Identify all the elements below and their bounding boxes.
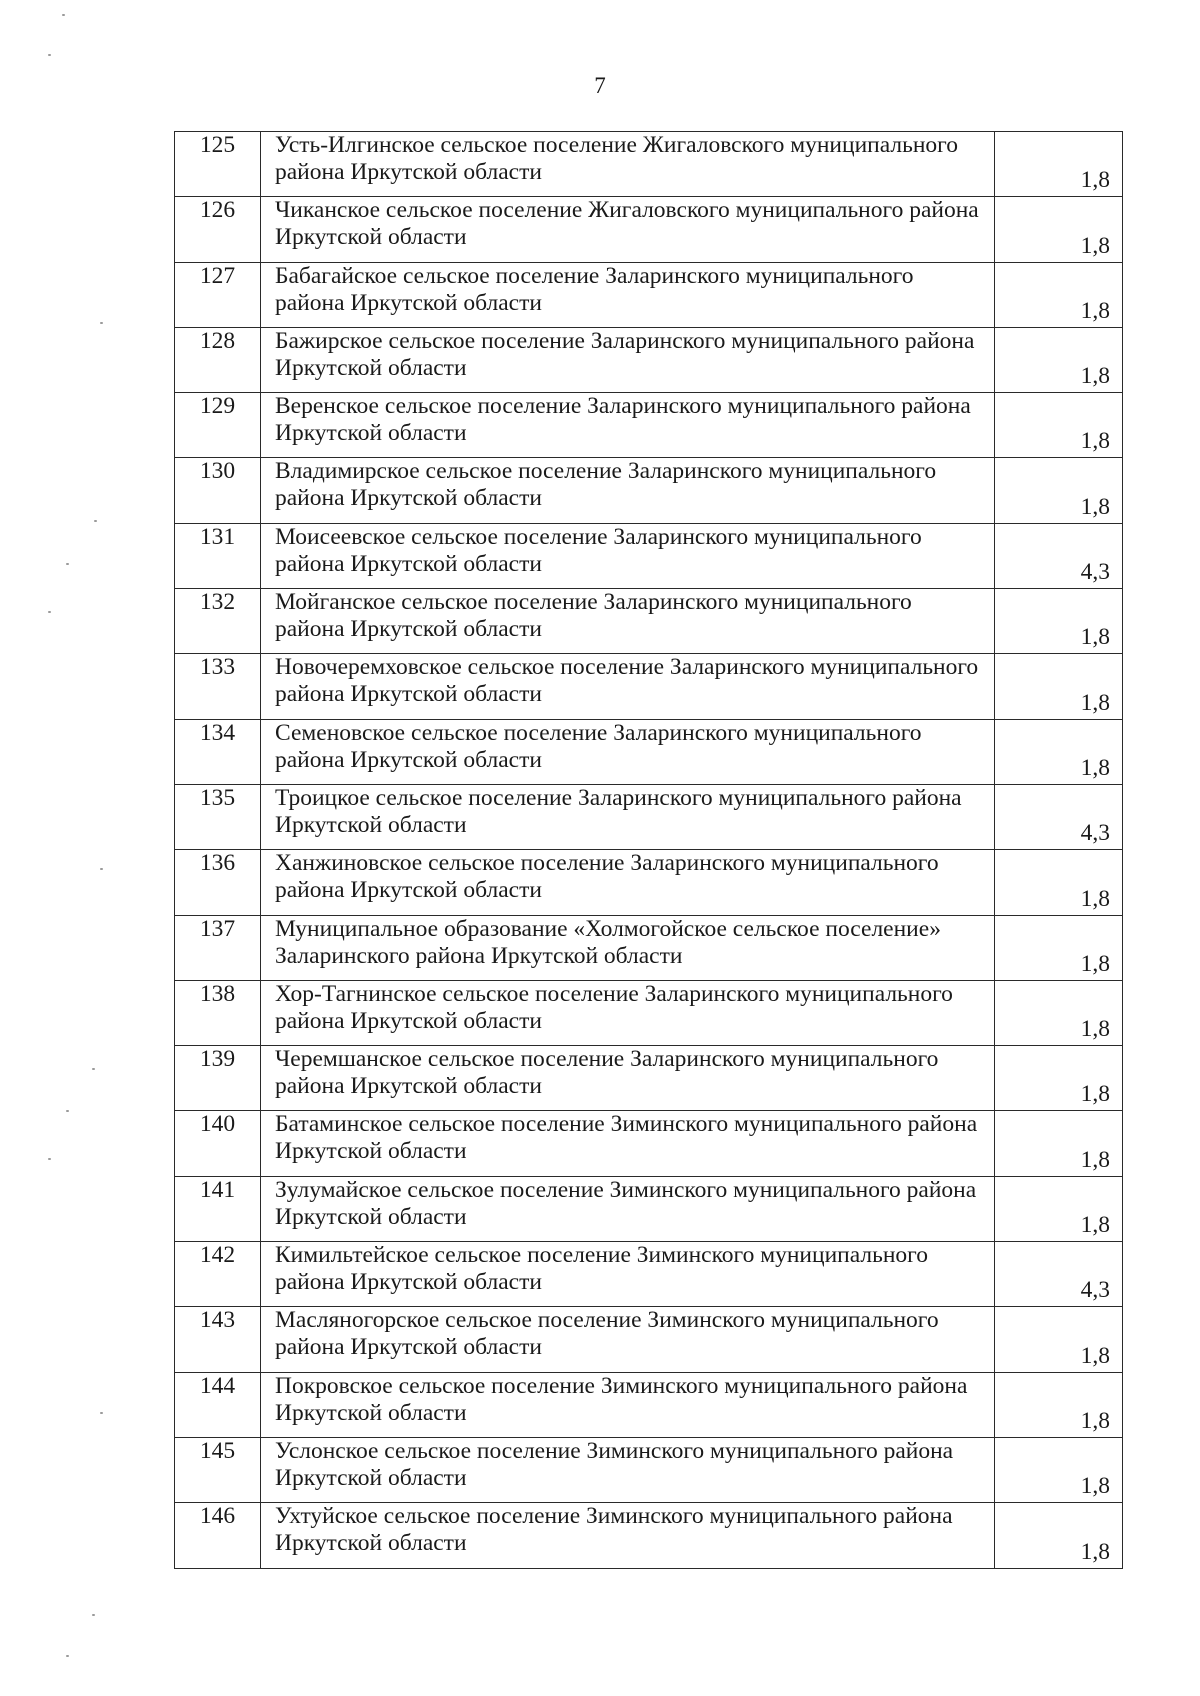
scan-speck	[48, 54, 51, 56]
settlement-name: Ханжиновское сельское поселение Заларинского муниципального района Иркутской области	[261, 850, 995, 915]
settlement-value: 1,8	[995, 1503, 1123, 1568]
settlement-value: 1,8	[995, 458, 1123, 523]
scan-speck	[66, 1110, 69, 1112]
scan-speck	[66, 563, 69, 565]
row-number: 144	[175, 1372, 261, 1437]
settlement-name: Услонское сельское поселение Зиминского муниципального района Иркутской области	[261, 1437, 995, 1502]
row-number: 125	[175, 132, 261, 197]
settlement-name: Зулумайское сельское поселение Зиминского муниципального района Иркутской области	[261, 1176, 995, 1241]
settlement-name: Новочеремховское сельское поселение Заларинского муниципального района Иркутской области	[261, 654, 995, 719]
table-row	[175, 980, 1123, 1045]
row-number: 143	[175, 1307, 261, 1372]
table-row	[175, 197, 1123, 262]
row-number: 141	[175, 1176, 261, 1241]
table-row	[175, 262, 1123, 327]
scan-speck	[100, 322, 103, 324]
table-row	[175, 589, 1123, 654]
settlement-name: Бажирское сельское поселение Заларинского муниципального района Иркутской области	[261, 327, 995, 392]
scan-speck	[48, 1158, 51, 1160]
scan-speck	[66, 1655, 69, 1657]
settlements-table	[174, 131, 1123, 1569]
row-number: 138	[175, 980, 261, 1045]
table-row	[175, 1437, 1123, 1502]
settlement-value: 1,8	[995, 1176, 1123, 1241]
table-row	[175, 1176, 1123, 1241]
row-number: 142	[175, 1242, 261, 1307]
row-number: 146	[175, 1503, 261, 1568]
settlement-name: Кимильтейское сельское поселение Зиминского муниципального района Иркутской области	[261, 1242, 995, 1307]
table-row	[175, 393, 1123, 458]
scan-speck	[94, 520, 97, 522]
scan-speck	[92, 1614, 95, 1616]
scan-speck	[48, 611, 51, 613]
scan-speck	[100, 1412, 103, 1414]
row-number: 140	[175, 1111, 261, 1176]
table-row	[175, 327, 1123, 392]
row-number: 131	[175, 523, 261, 588]
row-number: 134	[175, 719, 261, 784]
settlement-value: 4,3	[995, 784, 1123, 849]
row-number: 135	[175, 784, 261, 849]
table-row	[175, 132, 1123, 197]
table-body	[175, 132, 1123, 1569]
settlement-value: 1,8	[995, 1046, 1123, 1111]
settlement-value: 1,8	[995, 915, 1123, 980]
settlement-name: Чиканское сельское поселение Жигаловского муниципального района Иркутской области	[261, 197, 995, 262]
table-row	[175, 1372, 1123, 1437]
settlement-name: Веренское сельское поселение Заларинского муниципального района Иркутской области	[261, 393, 995, 458]
table-row	[175, 719, 1123, 784]
settlement-value: 1,8	[995, 327, 1123, 392]
settlement-name: Ухтуйское сельское поселение Зиминского муниципального района Иркутской области	[261, 1503, 995, 1568]
table-row	[175, 523, 1123, 588]
settlement-name: Хор-Тагнинское сельское поселение Заларинского муниципального района Иркутской области	[261, 980, 995, 1045]
settlement-value: 1,8	[995, 589, 1123, 654]
table-row	[175, 1046, 1123, 1111]
settlement-name: Покровское сельское поселение Зиминского муниципального района Иркутской области	[261, 1372, 995, 1437]
row-number: 133	[175, 654, 261, 719]
row-number: 145	[175, 1437, 261, 1502]
settlement-value: 1,8	[995, 719, 1123, 784]
settlement-name: Семеновское сельское поселение Заларинского муниципального района Иркутской области	[261, 719, 995, 784]
settlement-value: 1,8	[995, 1372, 1123, 1437]
table-row	[175, 1503, 1123, 1568]
page-number: 7	[594, 73, 606, 98]
settlement-value: 1,8	[995, 850, 1123, 915]
row-number: 139	[175, 1046, 261, 1111]
settlement-value: 1,8	[995, 132, 1123, 197]
settlement-value: 1,8	[995, 1111, 1123, 1176]
table-row	[175, 850, 1123, 915]
row-number: 136	[175, 850, 261, 915]
settlement-value: 1,8	[995, 1437, 1123, 1502]
settlement-value: 4,3	[995, 523, 1123, 588]
row-number: 132	[175, 589, 261, 654]
table-row	[175, 915, 1123, 980]
row-number: 128	[175, 327, 261, 392]
settlement-value: 1,8	[995, 197, 1123, 262]
settlement-name: Черемшанское сельское поселение Заларинского муниципального района Иркутской области	[261, 1046, 995, 1111]
settlement-name: Усть-Илгинское сельское поселение Жигаловского муниципального района Иркутской области	[261, 132, 995, 197]
settlement-name: Мойганское сельское поселение Заларинского муниципального района Иркутской области	[261, 589, 995, 654]
settlement-value: 1,8	[995, 262, 1123, 327]
scan-speck	[92, 1068, 95, 1070]
table-row	[175, 784, 1123, 849]
settlement-name: Владимирское сельское поселение Заларинского муниципального района Иркутской области	[261, 458, 995, 523]
settlement-name: Муниципальное образование «Холмогойское сельское поселение» Заларинского района Иркутской области	[261, 915, 995, 980]
settlement-name: Масляногорское сельское поселение Зиминского муниципального района Иркутской области	[261, 1307, 995, 1372]
settlement-value: 1,8	[995, 393, 1123, 458]
settlement-name: Троицкое сельское поселение Заларинского муниципального района Иркутской области	[261, 784, 995, 849]
settlement-value: 1,8	[995, 654, 1123, 719]
settlement-name: Моисеевское сельское поселение Заларинского муниципального района Иркутской области	[261, 523, 995, 588]
table-row	[175, 458, 1123, 523]
table-row	[175, 654, 1123, 719]
row-number: 130	[175, 458, 261, 523]
table-row	[175, 1242, 1123, 1307]
settlement-value: 4,3	[995, 1242, 1123, 1307]
row-number: 129	[175, 393, 261, 458]
scan-speck	[62, 14, 65, 16]
row-number: 137	[175, 915, 261, 980]
settlement-name: Бабагайское сельское поселение Заларинского муниципального района Иркутской области	[261, 262, 995, 327]
row-number: 126	[175, 197, 261, 262]
settlement-value: 1,8	[995, 1307, 1123, 1372]
table-row	[175, 1307, 1123, 1372]
table-row	[175, 1111, 1123, 1176]
settlement-value: 1,8	[995, 980, 1123, 1045]
row-number: 127	[175, 262, 261, 327]
scan-speck	[100, 868, 103, 870]
settlement-name: Батаминское сельское поселение Зиминского муниципального района Иркутской области	[261, 1111, 995, 1176]
